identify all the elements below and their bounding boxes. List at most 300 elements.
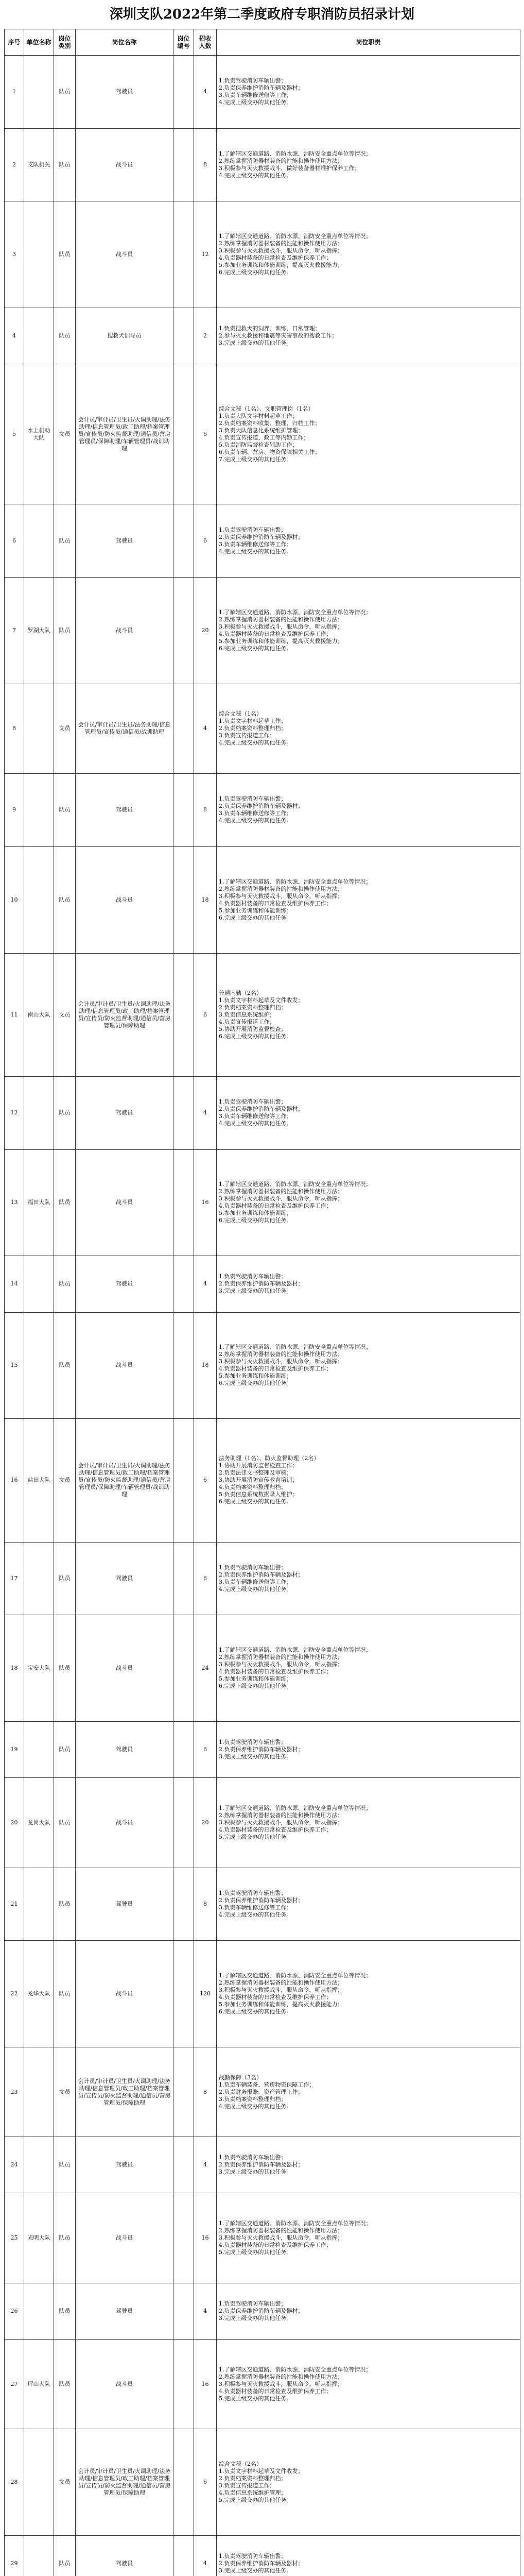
cell-seq: 4 (5, 308, 24, 364)
duty-line: 3.积极参与灭火救援战斗，服从命令，听从指挥； (219, 2380, 343, 2387)
table-row (5, 201, 520, 308)
cell-position: 驾驶员 (76, 1542, 173, 1615)
cell-count: 8 (194, 2047, 217, 2137)
duty-line: 1.了解辖区交通道路、消防水源、消防安全重点单位等情况； (219, 2366, 372, 2373)
duty-line: 2.负责财务报账、资产管理工作； (219, 2088, 304, 2095)
cell-duties (217, 1149, 520, 1256)
duty-line: 2.负责保养维护消防车辆及器材； (219, 803, 304, 810)
cell-category: 队员 (54, 2535, 76, 2576)
duty-line: 3.负责车辆维修送修等工作； (219, 1904, 292, 1911)
cell-position: 战斗员 (76, 1941, 173, 2047)
duty-line: 2.负责档案资料整理归档； (219, 725, 287, 732)
cell-duties (217, 128, 520, 201)
cell-count: 20 (194, 1778, 217, 1868)
duty-line: 5.参加业务训练和体能训练； (219, 1210, 292, 1217)
cell-category: 文员 (54, 684, 76, 773)
duty-line: 2.熟练掌握消防器材装备的性能和操作使用方法； (219, 1351, 343, 1358)
table-row (5, 1778, 520, 1868)
cell-position: 驾驶员 (76, 1076, 173, 1149)
cell-code (173, 2339, 194, 2429)
cell-code (173, 1076, 194, 1149)
cell-duties (217, 1868, 520, 1941)
cell-count: 8 (194, 1868, 217, 1941)
duty-line: 5.参加业务训练和体能训练； (219, 1372, 292, 1380)
cell-seq: 22 (5, 1941, 24, 2047)
cell-seq: 9 (5, 774, 24, 847)
duty-line: 6.完成上级交办的其他任务。 (219, 1217, 292, 1224)
cell-category: 队员 (54, 56, 76, 129)
cell-duties (217, 684, 520, 773)
duty-line: 1.了解辖区交通道路、消防水源、消防安全重点单位等情况； (219, 608, 372, 616)
cell-unit (24, 1722, 54, 1778)
cell-category: 队员 (54, 2137, 76, 2193)
duty-line: 5.协助开展消防监督检查； (219, 1025, 287, 1032)
duty-line: 4.完成上级交办的其他任务。 (219, 1911, 292, 1918)
duty-line: 3.负责档案资料整理归档； (219, 2095, 287, 2103)
duty-line: 1.了解辖区交通道路、消防水源、消防安全重点单位等情况； (219, 1972, 372, 1979)
cell-position: 驾驶员 (76, 1722, 173, 1778)
duty-line: 2.熟练掌握消防器材装备的性能和操作使用方法； (219, 158, 343, 165)
cell-seq: 1 (5, 56, 24, 129)
cell-duties (217, 308, 520, 364)
cell-duties (217, 774, 520, 847)
cell-count: 120 (194, 1941, 217, 2047)
table-row (5, 1615, 520, 1722)
duty-line: 3.负责大队信息化系统维护管理； (219, 427, 304, 434)
cell-category: 队员 (54, 1941, 76, 2047)
duty-line: 4.完成上级交办的其他任务。 (219, 1585, 292, 1592)
duty-line: 4.完成上级交办的其他任务。 (219, 548, 292, 555)
cell-duties (217, 2193, 520, 2283)
cell-code (173, 684, 194, 773)
cell-code (173, 1615, 194, 1722)
table-row (5, 1941, 520, 2047)
cell-category: 队员 (54, 1722, 76, 1778)
cell-category: 队员 (54, 577, 76, 684)
duty-line: 2.负责保养维护消防车辆及器材； (219, 1280, 304, 1287)
duty-line: 1.负责文字材料起草及文件收发； (219, 996, 304, 1004)
duty-line: 5.参加业务训练和体能训练； (219, 907, 292, 914)
cell-duties (217, 2283, 520, 2339)
cell-seq: 16 (5, 1419, 24, 1542)
table-row (5, 308, 520, 364)
duty-line: 2.负责保养维护消防车辆及器材； (219, 2560, 304, 2567)
cell-position: 会计员/审计员/卫生员/火调助理/法务助理/信息管理员/政工助理/档案管理员/宣传员/防火监督助理/通信员/营房管理员/保障助理 (76, 953, 173, 1076)
duty-line: 2.熟练掌握消防器材装备的性能和操作使用方法； (219, 1979, 343, 1987)
cell-code (173, 504, 194, 578)
cell-position: 驾驶员 (76, 2283, 173, 2339)
table-row (5, 56, 520, 129)
duty-line: 4.负责宣传报道工作； (219, 1018, 275, 1025)
duty-line: 5.完成上级交办的其他任务。 (219, 2249, 292, 2256)
cell-duties (217, 846, 520, 953)
duty-line: 1.负责搜救犬的饲养、训练、日常管理； (219, 325, 321, 332)
duty-line: 4.负责器材装备的日常检查及维护保养工作； (219, 2387, 332, 2395)
duty-line: 1.了解辖区交通道路、消防水源、消防安全重点单位等情况； (219, 1647, 372, 1654)
cell-unit: 水上机动大队 (24, 364, 54, 504)
cell-duties (217, 1542, 520, 1615)
duty-line: 1.了解辖区交通道路、消防水源、消防安全重点单位等情况； (219, 1804, 372, 1811)
cell-code (173, 1778, 194, 1868)
cell-code (173, 2047, 194, 2137)
cell-duties (217, 577, 520, 684)
cell-seq: 11 (5, 953, 24, 1076)
table-row (5, 2429, 520, 2536)
cell-unit: 宝安大队 (24, 1615, 54, 1722)
cell-category: 文员 (54, 1419, 76, 1542)
duty-line: 6.完成上级交办的其他任务。 (219, 645, 292, 652)
cell-duties (217, 1076, 520, 1149)
cell-seq: 27 (5, 2339, 24, 2429)
duty-line: 3.负责信息系统维护； (219, 1011, 275, 1018)
cell-duties (217, 504, 520, 578)
duty-line: 4.负责器材装备的日常检查及维护保养工作； (219, 900, 332, 907)
duty-line: 1.负责驾驶消防车辆出警； (219, 1098, 287, 1106)
cell-unit (24, 1312, 54, 1419)
cell-code (173, 128, 194, 201)
duty-line: 3.积极参与灭火救援战斗，做好装备器材维护保养工作； (219, 165, 360, 172)
header-count: 招收人数 (194, 29, 217, 56)
cell-category: 队员 (54, 1256, 76, 1312)
cell-unit: 龙华大队 (24, 1941, 54, 2047)
duty-line: 1.负责文字材料起草及文件收发； (219, 2468, 304, 2475)
duty-line: 1.负责驾驶消防车辆出警； (219, 77, 287, 84)
duty-line: 1.了解辖区交通道路、消防水源、消防安全重点单位等情况； (219, 1344, 372, 1351)
duty-line: 1.了解辖区交通道路、消防水源、消防安全重点单位等情况； (219, 878, 372, 885)
cell-code (173, 577, 194, 684)
duty-line: 3.负责车辆维修送修等工作； (219, 1578, 292, 1585)
table-row (5, 2283, 520, 2339)
cell-seq: 28 (5, 2429, 24, 2536)
duty-line: 3.积极参与灭火救援战斗，服从命令，听从指挥； (219, 1195, 343, 1202)
duty-line: 6.完成上级交办的其他任务。 (219, 1032, 292, 1040)
cell-unit (24, 684, 54, 773)
duty-line: 2.负责保养维护消防车辆及器材； (219, 1106, 304, 1113)
cell-unit (24, 1868, 54, 1941)
cell-code (173, 1256, 194, 1312)
cell-duties (217, 2339, 520, 2429)
duty-line: 2.参与灭火救援和地震等灾害事故的搜救工作； (219, 332, 338, 340)
header-unit: 单位名称 (24, 29, 54, 56)
cell-code (173, 1868, 194, 1941)
cell-position: 战斗员 (76, 128, 173, 201)
table-row (5, 2339, 520, 2429)
duty-line: 4.完成上级交办的其他任务。 (219, 2103, 292, 2110)
table-row (5, 2193, 520, 2283)
cell-code (173, 1941, 194, 2047)
cell-position: 会计员/审计员/卫生员/法务助理/信息管理员/宣传员/通信员/战训助理 (76, 684, 173, 773)
cell-count: 16 (194, 2193, 217, 2283)
duty-line: 2.熟练掌握消防器材装备的性能和操作使用方法； (219, 885, 343, 892)
duty-line: 3.完成上级交办的其他任务。 (219, 2168, 292, 2176)
duty-line: 1.负责驾驶消防车辆出警； (219, 1273, 287, 1280)
cell-duties (217, 2137, 520, 2193)
table-row (5, 774, 520, 847)
table-row (5, 1149, 520, 1256)
duty-line: 6.完成上级交办的其他任务。 (219, 1380, 292, 1387)
duty-line: 5.参加业务训练和体能训练，提高灭火救援能力； (219, 637, 343, 645)
duty-line: 2.负责保养维护消防车辆及器材； (219, 533, 304, 540)
cell-category: 队员 (54, 1778, 76, 1868)
duty-line: 3.完成上级交办的其他任务。 (219, 2314, 292, 2321)
cell-unit: 南山大队 (24, 953, 54, 1076)
cell-category: 队员 (54, 774, 76, 847)
cell-count: 8 (194, 774, 217, 847)
cell-seq: 10 (5, 846, 24, 953)
duty-line: 普通内勤（2名） (219, 989, 262, 996)
duty-line: 1.负责驾驶消防车辆出警； (219, 2300, 287, 2307)
cell-seq: 20 (5, 1778, 24, 1868)
duty-line: 2.熟练掌握消防器材装备的性能和操作使用方法； (219, 616, 343, 623)
cell-count: 24 (194, 1615, 217, 1722)
cell-category: 队员 (54, 1312, 76, 1419)
cell-code (173, 953, 194, 1076)
table-row (5, 1076, 520, 1149)
duty-line: 1.负责大队文字材料起草工作； (219, 412, 298, 419)
cell-seq: 13 (5, 1149, 24, 1256)
cell-count: 4 (194, 2535, 217, 2576)
cell-count: 4 (194, 1256, 217, 1312)
table-row (5, 2137, 520, 2193)
cell-category: 队员 (54, 846, 76, 953)
duty-line: 综合文秘（1名）、文职管理岗（1名） (219, 405, 314, 412)
table-row (5, 1722, 520, 1778)
cell-category: 队员 (54, 308, 76, 364)
cell-code (173, 1149, 194, 1256)
table-row (5, 577, 520, 684)
table-row (5, 128, 520, 201)
duty-line: 2.熟练掌握消防器材装备的性能和操作使用方法； (219, 1654, 343, 1661)
cell-duties (217, 1615, 520, 1722)
cell-position: 会计员/审计员/卫生员/火调助理/法务助理/信息管理员/政工助理/档案管理员/宣传员/防火监督助理/通信员/营房管理员/保障助理 (76, 2429, 173, 2536)
cell-count: 4 (194, 56, 217, 129)
duty-line: 5.负责消防监督检查辅助工作； (219, 441, 298, 448)
duty-line: 3.积极参与灭火救援战斗，服从命令，听从指挥； (219, 247, 343, 255)
cell-count: 4 (194, 2283, 217, 2339)
duty-line: 战勤保障（3名） (219, 2074, 262, 2081)
cell-position: 战斗员 (76, 846, 173, 953)
cell-count: 4 (194, 1076, 217, 1149)
duty-line: 综合文秘（2名） (219, 2461, 262, 2468)
cell-count: 4 (194, 684, 217, 773)
duty-line: 2.负责法律文书整理及审核； (219, 1469, 292, 1477)
cell-code (173, 364, 194, 504)
duty-line: 2.熟练掌握消防器材装备的性能和操作使用方法； (219, 1811, 343, 1819)
table-row (5, 1256, 520, 1312)
cell-duties (217, 201, 520, 308)
duty-line: 3.负责宣传报道工作； (219, 732, 275, 739)
cell-seq: 24 (5, 2137, 24, 2193)
cell-duties (217, 1256, 520, 1312)
header-code: 岗位编号 (173, 29, 194, 56)
table-row (5, 1868, 520, 1941)
cell-position: 战斗员 (76, 577, 173, 684)
cell-unit (24, 308, 54, 364)
cell-unit (24, 504, 54, 578)
table-row (5, 364, 520, 504)
cell-duties (217, 1419, 520, 1542)
table-row (5, 2047, 520, 2137)
cell-unit (24, 846, 54, 953)
cell-category: 文员 (54, 953, 76, 1076)
duty-line: 1.负责文字材料起草工作； (219, 718, 287, 725)
duty-line: 4.负责器材装备的日常检查及维护保养工作； (219, 1826, 332, 1833)
recruitment-table (4, 29, 520, 2576)
cell-category: 队员 (54, 201, 76, 308)
duty-line: 6.完成上级交办的其他任务。 (219, 269, 292, 276)
cell-code (173, 201, 194, 308)
duty-line: 6.完成上级交办的其他任务。 (219, 1683, 292, 1690)
table-row (5, 2535, 520, 2576)
cell-code (173, 846, 194, 953)
cell-count: 2 (194, 308, 217, 364)
duty-line: 5.参加业务训练和体能训练，提高灭火救援能力； (219, 262, 343, 269)
cell-seq: 19 (5, 1722, 24, 1778)
duty-line: 4.负责信息系统维护管理； (219, 2489, 287, 2497)
duty-line: 2.负责保养维护消防车辆及器材； (219, 1896, 304, 1904)
cell-count: 8 (194, 128, 217, 201)
cell-category: 队员 (54, 1615, 76, 1722)
cell-duties (217, 953, 520, 1076)
duty-line: 2.负责保养维护消防车辆及器材； (219, 1571, 304, 1578)
duty-line: 2.熟练掌握消防器材装备的性能和操作使用方法； (219, 2373, 343, 2380)
cell-seq: 12 (5, 1076, 24, 1149)
duty-line: 2.负责保养维护消防车辆及器材； (219, 2161, 304, 2168)
table-row (5, 504, 520, 578)
cell-position: 战斗员 (76, 1615, 173, 1722)
cell-unit (24, 1256, 54, 1312)
duty-line: 1.了解辖区交通道路、消防水源、消防安全重点单位等情况； (219, 150, 372, 158)
cell-count: 12 (194, 201, 217, 308)
cell-seq: 18 (5, 1615, 24, 1722)
duty-line: 1.负责驾驶消防车辆出警； (219, 1564, 287, 1571)
cell-code (173, 2283, 194, 2339)
cell-unit: 光明大队 (24, 2193, 54, 2283)
cell-seq: 21 (5, 1868, 24, 1941)
duty-line: 1.协助开展消防监督检查工作； (219, 1462, 298, 1469)
cell-category: 队员 (54, 2339, 76, 2429)
duty-line: 5.负责信息系统数据录入维护； (219, 1491, 298, 1498)
header-position: 岗位名称 (76, 29, 173, 56)
duty-line: 4.负责器材装备的日常检查及维护保养工作； (219, 255, 332, 262)
cell-code (173, 2193, 194, 2283)
cell-code (173, 774, 194, 847)
cell-position: 驾驶员 (76, 1868, 173, 1941)
duty-line: 2.熟练掌握消防器材装备的性能和操作使用方法； (219, 1188, 343, 1195)
duty-line: 1.负责驾驶消防车辆出警； (219, 2553, 287, 2560)
duty-line: 4.负责器材装备的日常检查及维护保养工作； (219, 630, 332, 637)
table-row (5, 846, 520, 953)
cell-category: 队员 (54, 1076, 76, 1149)
cell-position: 战斗员 (76, 1778, 173, 1868)
duty-line: 4.完成上级交办的其他任务。 (219, 1120, 292, 1127)
cell-unit (24, 1076, 54, 1149)
cell-position: 会计员/审计员/卫生员/火调助理/法务助理/信息管理员/政工助理/档案管理员/宣传员/防火监督助理/通信员/营房管理员/保障助理/车辆管理员/战训助理 (76, 364, 173, 504)
table-row (5, 684, 520, 773)
duty-line: 1.了解辖区交通道路、消防水源、消防安全重点单位等情况； (219, 233, 372, 240)
cell-category: 队员 (54, 1542, 76, 1615)
table-row (5, 1419, 520, 1542)
cell-count: 16 (194, 2339, 217, 2429)
duty-line: 4.完成上级交办的其他任务。 (219, 172, 292, 179)
duty-line: 2.负责保养维护消防车辆及器材； (219, 2307, 304, 2314)
table-row (5, 1312, 520, 1419)
cell-seq: 14 (5, 1256, 24, 1312)
cell-position: 驾驶员 (76, 774, 173, 847)
cell-seq: 25 (5, 2193, 24, 2283)
duty-line: 4.完成上级交办的其他任务。 (219, 99, 292, 106)
duty-line: 4.负责宣传报道、政工等内勤工作； (219, 434, 309, 441)
duty-line: 4.负责器材装备的日常检查及维护保养工作； (219, 1668, 332, 1675)
cell-position: 驾驶员 (76, 2535, 173, 2576)
table-body (5, 56, 520, 2576)
cell-position: 战斗员 (76, 1149, 173, 1256)
duty-line: 3.积极参与灭火救援战斗，服从命令，听从指挥； (219, 1358, 343, 1365)
duty-line: 2.负责保养维护消防车辆及器材； (219, 1746, 304, 1753)
cell-position: 会计员/审计员/卫生员/火调助理/法务助理/信息管理员/政工助理/档案管理员/宣传员/防火监督助理/通信员/营房管理员/保障助理 (76, 2047, 173, 2137)
cell-seq: 17 (5, 1542, 24, 1615)
cell-unit: 龙岗大队 (24, 1778, 54, 1868)
cell-duties (217, 1312, 520, 1419)
duty-line: 3.完成上级交办的其他任务。 (219, 340, 292, 347)
duty-line: 3.负责宣传报道工作； (219, 2482, 275, 2489)
cell-unit: 坪山大队 (24, 2339, 54, 2429)
header-duties: 岗位职责 (217, 29, 520, 56)
cell-position: 驾驶员 (76, 1256, 173, 1312)
duty-line: 1.负责驾驶消防车辆出警； (219, 795, 287, 803)
duty-line: 6.负责车辆、营房、物资保障相关工作； (219, 448, 321, 455)
duty-line: 3.负责车辆维修送修等工作； (219, 92, 292, 99)
duty-line: 3.积极参与灭火救援战斗，服从命令，听从指挥； (219, 623, 343, 630)
duty-line: 1.负责车辆装备、营房物资保障工作； (219, 2081, 315, 2088)
duty-line: 7.完成上级交办的其他任务。 (219, 455, 292, 463)
duty-line: 3.完成上级交办的其他任务。 (219, 1753, 292, 1760)
cell-unit: 罗湖大队 (24, 577, 54, 684)
duty-line: 1.了解辖区交通道路、消防水源、消防安全重点单位等情况； (219, 1181, 372, 1188)
cell-count: 4 (194, 2137, 217, 2193)
duty-line: 1.了解辖区交通道路、消防水源、消防安全重点单位等情况； (219, 2220, 372, 2227)
duty-line: 4.负责器材装备的日常检查及维护保养工作； (219, 1994, 332, 2001)
duty-line: 4.完成上级交办的其他任务。 (219, 817, 292, 824)
cell-category: 队员 (54, 2283, 76, 2339)
cell-code (173, 1419, 194, 1542)
cell-category: 文员 (54, 2429, 76, 2536)
duty-line: 1.负责驾驶消防车辆出警； (219, 1889, 287, 1896)
duty-line: 3.负责车辆维修送修等工作； (219, 810, 292, 817)
cell-code (173, 2535, 194, 2576)
cell-seq: 5 (5, 364, 24, 504)
duty-line: 6.完成上级交办的其他任务。 (219, 2008, 292, 2015)
duty-line: 3.负责车辆维修送修等工作； (219, 540, 292, 548)
cell-duties (217, 2047, 520, 2137)
cell-unit: 福田大队 (24, 1149, 54, 1256)
cell-seq: 29 (5, 2535, 24, 2576)
duty-line: 3.完成上级交办的其他任务。 (219, 1287, 292, 1295)
cell-category: 队员 (54, 1149, 76, 1256)
cell-unit: 支队机关 (24, 128, 54, 201)
duty-line: 3.负责车辆维修送修等工作； (219, 1113, 292, 1120)
duty-line: 3.完成上级交办的其他任务。 (219, 2567, 292, 2574)
cell-count: 6 (194, 953, 217, 1076)
duty-line: 3.协助开展消防宣传教育培训； (219, 1477, 298, 1484)
cell-seq: 7 (5, 577, 24, 684)
cell-code (173, 2429, 194, 2536)
cell-category: 队员 (54, 2193, 76, 2283)
duty-line: 1.负责驾驶消防车辆出警； (219, 1739, 287, 1746)
duty-line: 3.积极参与灭火救援战斗，服从命令，听从指挥； (219, 892, 343, 900)
cell-category: 文员 (54, 2047, 76, 2137)
duty-line: 3.积极参与灭火救援战斗，服从命令，听从指挥； (219, 1661, 343, 1668)
